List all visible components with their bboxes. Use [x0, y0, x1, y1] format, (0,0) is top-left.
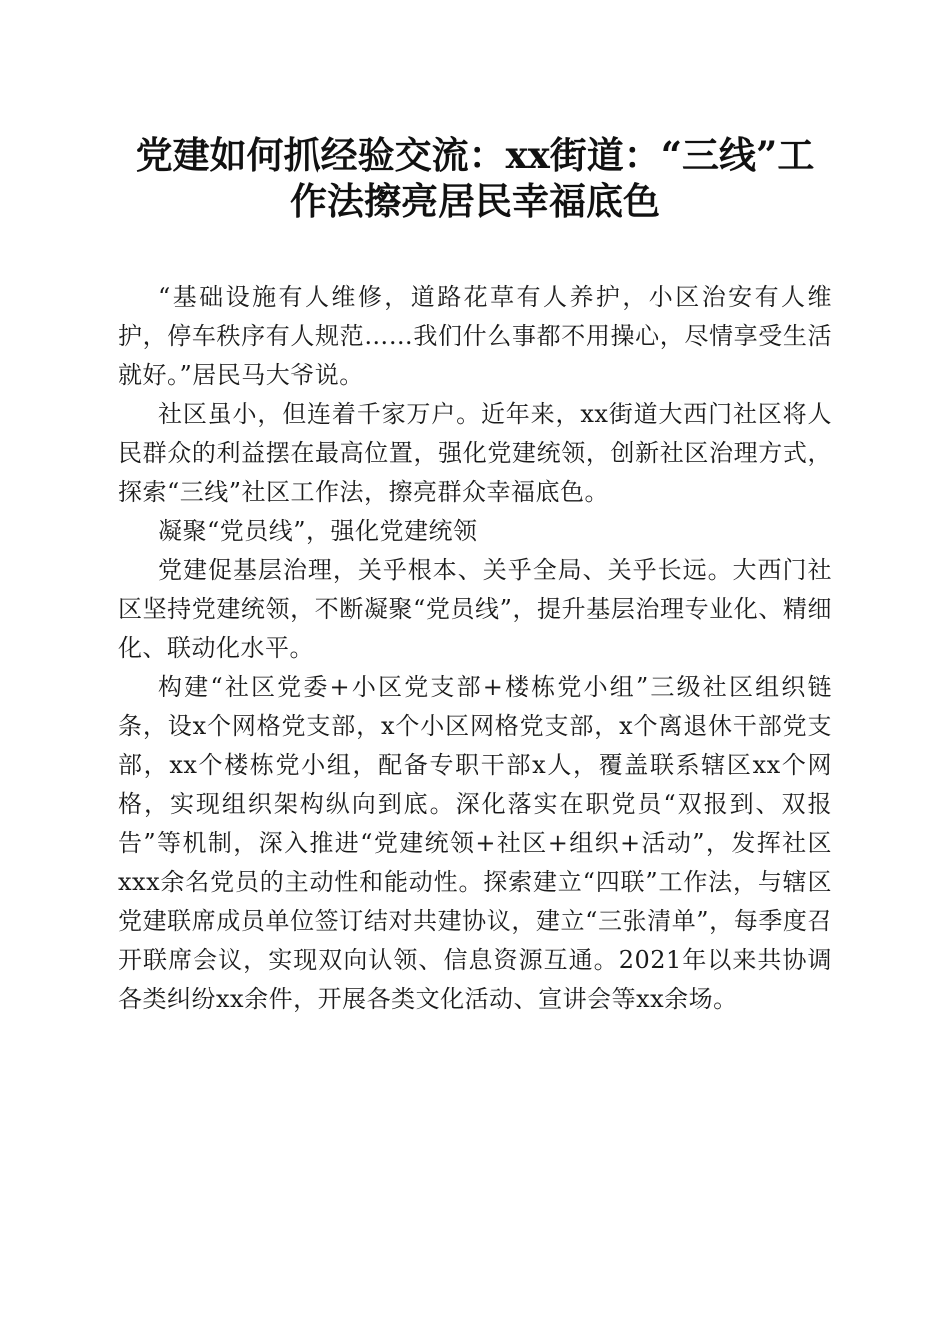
- document-title: [118, 132, 832, 224]
- document-body: [118, 278, 832, 1019]
- title-line-2: 作法擦亮居民幸福底色: [290, 179, 660, 223]
- paragraph-quote: “基础设施有人维修，道路花草有人养护，小区治安有人维护，停车秩序有人规范……我们什么事都不用操心，尽情享受生活就好。”居民马大爷说。: [118, 283, 832, 389]
- paragraph-party-building: 党建促基层治理，关乎根本、关乎全局、关乎长远。大西门社区坚持党建统领，不断凝聚“党员线”，提升基层治理专业化、精细化、联动化水平。: [118, 556, 832, 662]
- paragraph-intro: 社区虽小，但连着千家万户。近年来，xx街道大西门社区将人民群众的利益摆在最高位置，强化党建统领，创新社区治理方式，探索“三线”社区工作法，擦亮群众幸福底色。: [118, 400, 832, 506]
- paragraph-organization: 构建“社区党委+小区党支部+楼栋党小组”三级社区组织链条，设x个网格党支部，x个小区网格党支部，x个离退休干部党支部，xx个楼栋党小组，配备专职干部x人，覆盖联系辖区xx个网格，实现组织架构纵向到底。深化落实在职党员“双报到、双报告”等机制，深入推进“党建统领+社区+组织+活动”，发挥社区xxx余名党员的主动性和能动性。探索建立“四联”工作法，与辖区党建联席成员单位签订结对共建协议，建立“三张清单”，每季度召开联席会议，实现双向认领、信息资源互通。2021年以来共协调各类纠纷xx余件，开展各类文化活动、宣讲会等xx余场。: [118, 673, 832, 1013]
- title-line-1: 党建如何抓经验交流：xx街道：“三线”工: [135, 133, 815, 177]
- section-heading: 凝聚“党员线”，强化党建统领: [158, 517, 478, 545]
